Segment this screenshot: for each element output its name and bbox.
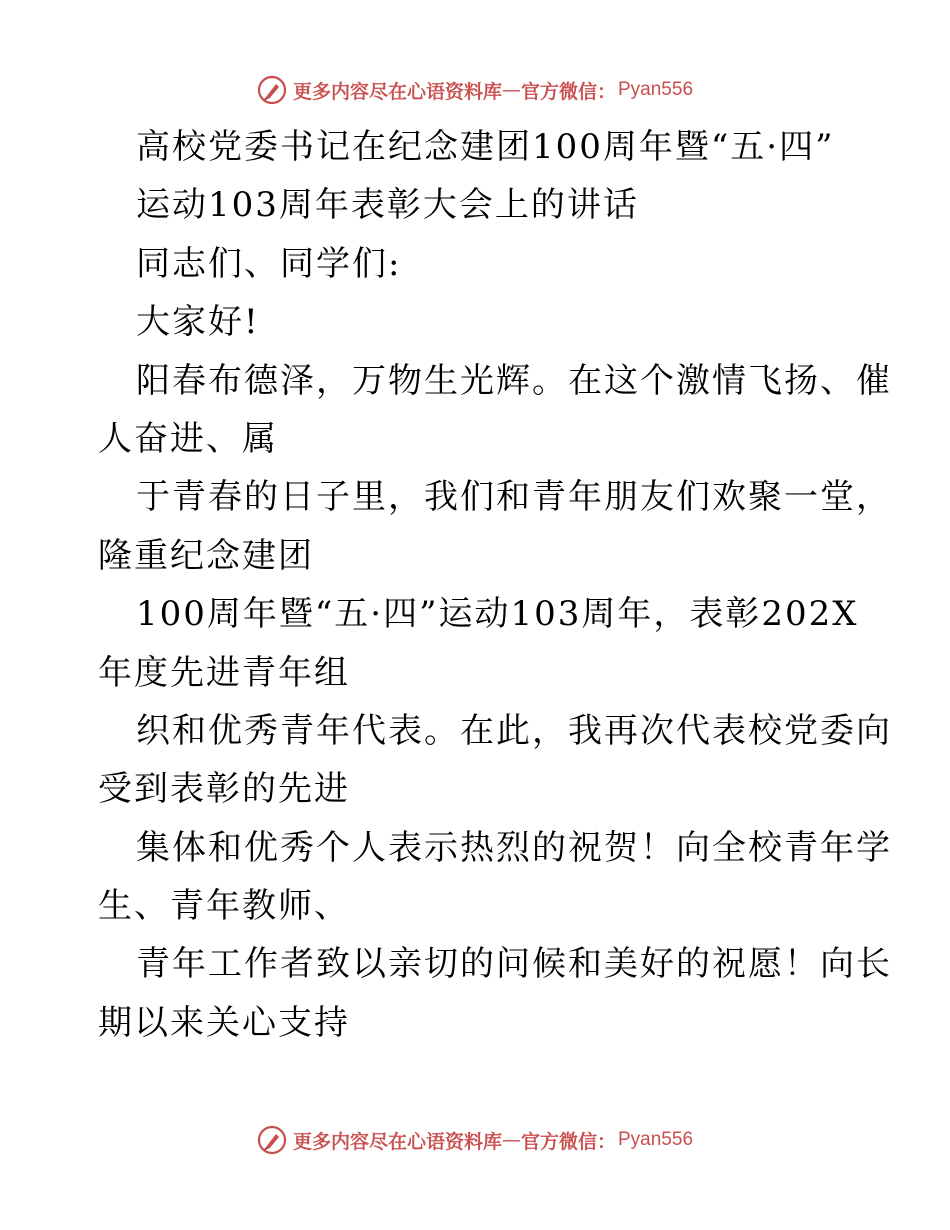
banner-wechat-id: Pyan556 <box>618 79 694 100</box>
paragraph-line: 集体和优秀个人表示热烈的祝贺！向全校青年学 <box>136 827 892 868</box>
paragraph-line: 隆重纪念建团 <box>98 535 314 576</box>
document-title-line-2: 运动103周年表彰大会上的讲话 <box>136 185 639 226</box>
banner-official-label: 官方微信： <box>520 80 616 103</box>
paragraph-line: 年度先进青年组 <box>98 652 350 693</box>
footer-watermark-banner <box>0 1120 950 1160</box>
pen-logo-icon <box>257 75 287 105</box>
document-title-line-1: 高校党委书记在纪念建团100周年暨“五·四” <box>136 127 835 167</box>
header-watermark-banner <box>0 70 950 110</box>
paragraph-line: 阳春布德泽，万物生光辉。在这个激情飞扬、催 <box>136 360 892 401</box>
paragraph-line: 织和优秀青年代表。在此，我再次代表校党委向 <box>136 710 892 751</box>
greeting-line: 大家好! <box>136 302 260 343</box>
document-body <box>98 118 892 1052</box>
paragraph-line: 受到表彰的先进 <box>98 769 350 810</box>
banner-separator: — <box>501 79 521 101</box>
banner-text: 更多内容尽在心语资料库 <box>292 1130 502 1153</box>
paragraph-line: 生、青年教师、 <box>98 886 350 927</box>
banner-official-label: 官方微信： <box>520 1130 616 1153</box>
salutation-line: 同志们、同学们: <box>136 243 402 284</box>
banner-wechat-id: Pyan556 <box>618 1129 694 1150</box>
paragraph-line: 于青春的日子里，我们和青年朋友们欢聚一堂， <box>136 477 892 518</box>
pen-logo-icon <box>257 1125 287 1155</box>
paragraph-line: 青年工作者致以亲切的问候和美好的祝愿！向长 <box>136 944 892 985</box>
paragraph-line: 人奋进、属 <box>98 418 278 459</box>
banner-separator: — <box>501 1129 521 1151</box>
banner-text: 更多内容尽在心语资料库 <box>292 80 502 103</box>
paragraph-line: 100周年暨“五·四”运动103周年，表彰202X <box>136 594 859 635</box>
paragraph-line: 期以来关心支持 <box>98 1002 350 1043</box>
